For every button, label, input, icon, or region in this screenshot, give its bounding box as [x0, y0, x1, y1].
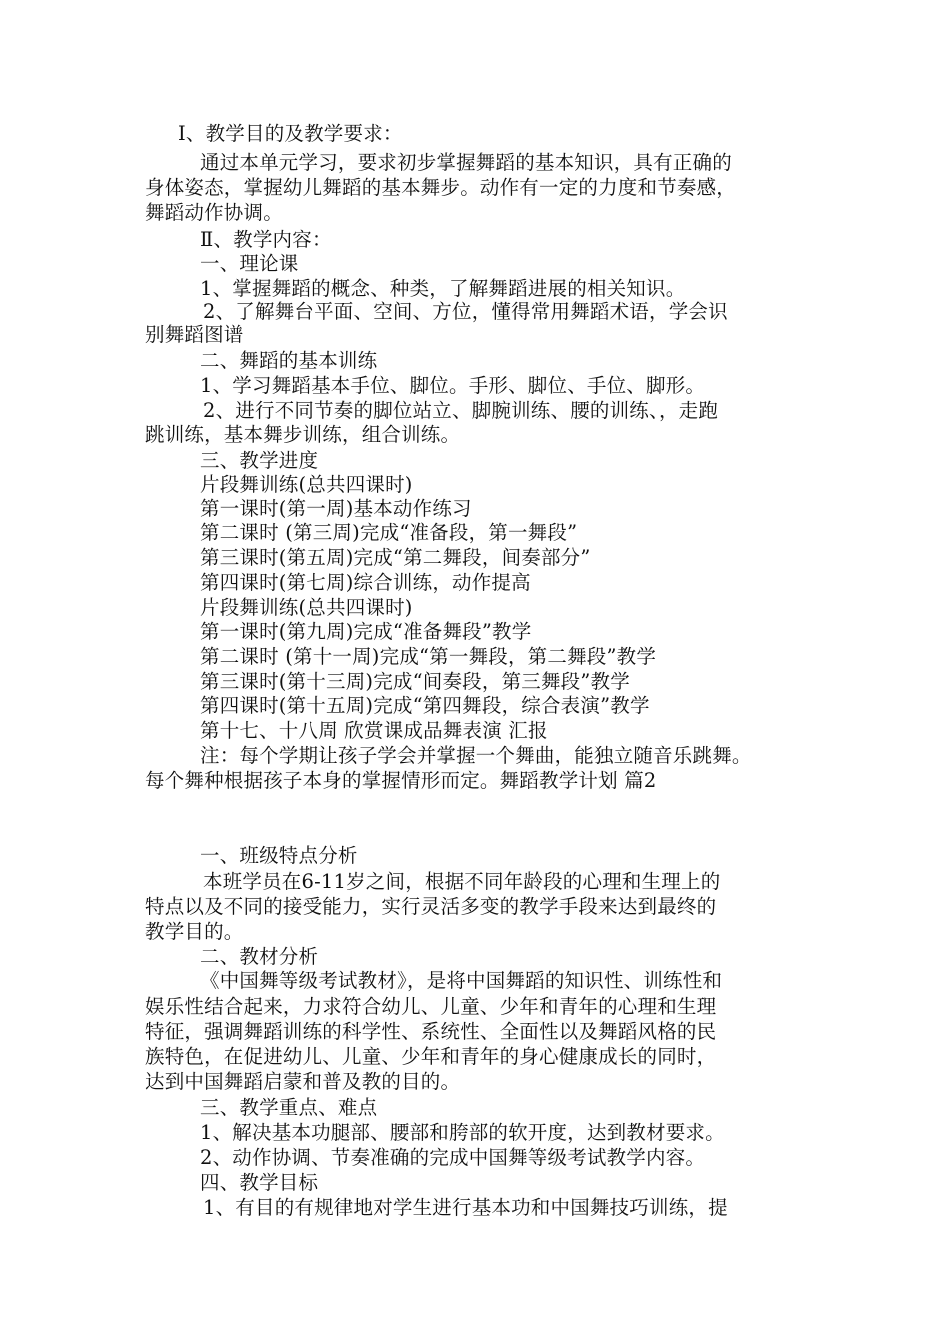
- material-analysis-line: 达到中国舞蹈启蒙和普及教的目的。: [145, 1070, 461, 1093]
- segment-title: 片段舞训练(总共四课时): [200, 473, 413, 496]
- segment-title: 片段舞训练(总共四课时): [200, 596, 413, 619]
- lesson-line: 第一课时(第一周)基本动作练习: [200, 497, 472, 520]
- theory-item: 2、了解舞台平面、空间、方位，懂得常用舞蹈术语，学会识: [203, 300, 728, 323]
- goals-heading: Ⅰ、教学目的及教学要求：: [178, 122, 403, 145]
- note-line: 每个舞种根据孩子本身的掌握情形而定。舞蹈教学计划 篇2: [145, 769, 657, 792]
- lesson-line: 第三课时(第十三周)完成“间奏段，第三舞段”教学: [200, 670, 630, 693]
- goals-paragraph-line: 舞蹈动作协调。: [145, 201, 283, 224]
- note-line: 注：每个学期让孩子学会并掌握一个舞曲，能独立随音乐跳舞。: [200, 744, 752, 767]
- lesson-line: 第二课时 (第十一周)完成“第一舞段，第二舞段”教学: [200, 645, 657, 668]
- theory-item: 别舞蹈图谱: [145, 323, 244, 346]
- final-performance-line: 第十七、十八周 欣赏课成品舞表演 汇报: [200, 719, 548, 742]
- lesson-line: 第三课时(第五周)完成“第二舞段，间奏部分”: [200, 546, 591, 569]
- basic-training-item: 1、学习舞蹈基本手位、脚位。手形、脚位、手位、脚形。: [200, 374, 706, 397]
- focus-item: 1、解决基本功腿部、腰部和胯部的软开度，达到教材要求。: [200, 1121, 725, 1144]
- material-analysis-line: 特征，强调舞蹈训练的科学性、系统性、全面性以及舞蹈风格的民: [145, 1020, 717, 1043]
- goals-paragraph-line: 通过本单元学习，要求初步掌握舞蹈的基本知识，具有正确的: [200, 151, 732, 174]
- class-analysis-heading: 一、班级特点分析: [200, 844, 358, 867]
- class-analysis-line: 特点以及不同的接受能力，实行灵活多变的教学手段来达到最终的: [145, 895, 717, 918]
- progress-heading: 三、教学进度: [200, 449, 319, 472]
- lesson-line: 第二课时 (第三周)完成“准备段，第一舞段”: [200, 521, 578, 544]
- class-analysis-line: 本班学员在6-11岁之间，根据不同年龄段的心理和生理上的: [203, 870, 721, 893]
- focus-heading: 三、教学重点、难点: [200, 1096, 378, 1119]
- target-heading: 四、教学目标: [200, 1171, 319, 1194]
- theory-item: 1、掌握舞蹈的概念、种类，了解舞蹈进展的相关知识。: [200, 277, 686, 300]
- material-analysis-line: 娱乐性结合起来，力求符合幼儿、儿童、少年和青年的心理和生理: [145, 995, 717, 1018]
- theory-heading: 一、理论课: [200, 252, 299, 275]
- basic-training-item: 跳训练，基本舞步训练，组合训练。: [145, 423, 461, 446]
- basic-training-heading: 二、舞蹈的基本训练: [200, 349, 378, 372]
- lesson-line: 第一课时(第九周)完成“准备舞段”教学: [200, 620, 532, 643]
- class-analysis-line: 教学目的。: [145, 920, 244, 943]
- basic-training-item: 2、进行不同节奏的脚位站立、脚腕训练、腰的训练、，走跑: [203, 399, 719, 422]
- material-analysis-heading: 二、教材分析: [200, 945, 319, 968]
- target-item: 1、有目的有规律地对学生进行基本功和中国舞技巧训练，提: [203, 1196, 728, 1219]
- material-analysis-line: 族特色，在促进幼儿、儿童、少年和青年的身心健康成长的同时，: [145, 1045, 717, 1068]
- content-heading: Ⅱ、教学内容：: [200, 228, 332, 251]
- material-analysis-line: 《中国舞等级考试教材》，是将中国舞蹈的知识性、训练性和: [200, 969, 723, 992]
- lesson-line: 第四课时(第七周)综合训练，动作提高: [200, 571, 531, 594]
- lesson-line: 第四课时(第十五周)完成“第四舞段，综合表演”教学: [200, 694, 650, 717]
- focus-item: 2、动作协调、节奏准确的完成中国舞等级考试教学内容。: [200, 1146, 706, 1169]
- goals-paragraph-line: 身体姿态，掌握幼儿舞蹈的基本舞步。动作有一定的力度和节奏感，: [145, 176, 737, 199]
